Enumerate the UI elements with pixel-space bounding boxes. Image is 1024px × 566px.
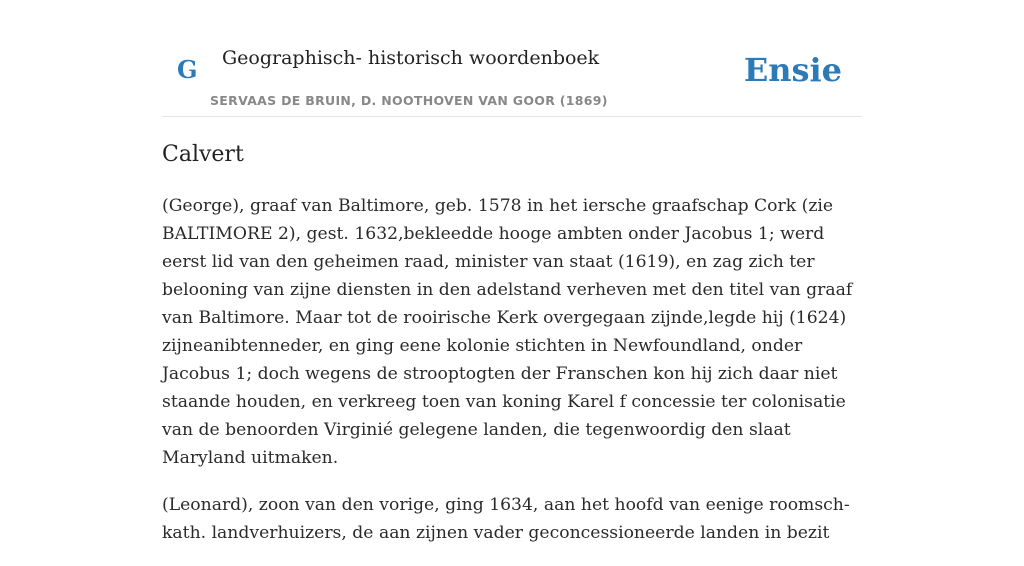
ensie-logo-link[interactable]: Ensie [743,51,842,89]
entry-body [162,192,862,566]
book-authors: SERVAAS DE BRUIN, D. NOOTHOVEN VAN GOOR (1869) [210,93,608,108]
entry-paragraph: (Leonard), zoon van den vorige, ging 1634, aan het hoofd van eenige roomsch-kath. landverhuizers, de aan zijnen vader geconcessioneerde landen in bezit [162,495,850,543]
book-header [162,0,862,117]
entry-title: Calvert [162,142,244,167]
book-title-link[interactable]: Geographisch- historisch woordenboek [222,47,600,69]
content-container [162,0,862,543]
entry-paragraph: (George), graaf van Baltimore, geb. 1578 in het iersche graafschap Cork (zie BALTIMORE 2), gest. 1632,bekleedde hooge ambten onder Jacobus 1; werd eerst lid van den geheimen raad, minister van staat (1619), en zag zich ter belooning van zijne diensten in den adelstand verheven met den titel van graaf van Baltimore. Maar tot de rooirische Kerk overgegaan zijnde,legde hij (1624) zijneanibtenneder, en ging eene kolonie stichten in Newfoundland, onder Jacobus 1; doch wegens de strooptogten der Franschen kon hij zich daar niet staande houden, en verkreeg toen van koning Karel f concessie ter colonisatie van de benoorden Virginié gelegene landen, die tegenwoordig den slaat Maryland uitmaken. [162,196,853,468]
book-letter-icon[interactable]: G [177,55,198,84]
